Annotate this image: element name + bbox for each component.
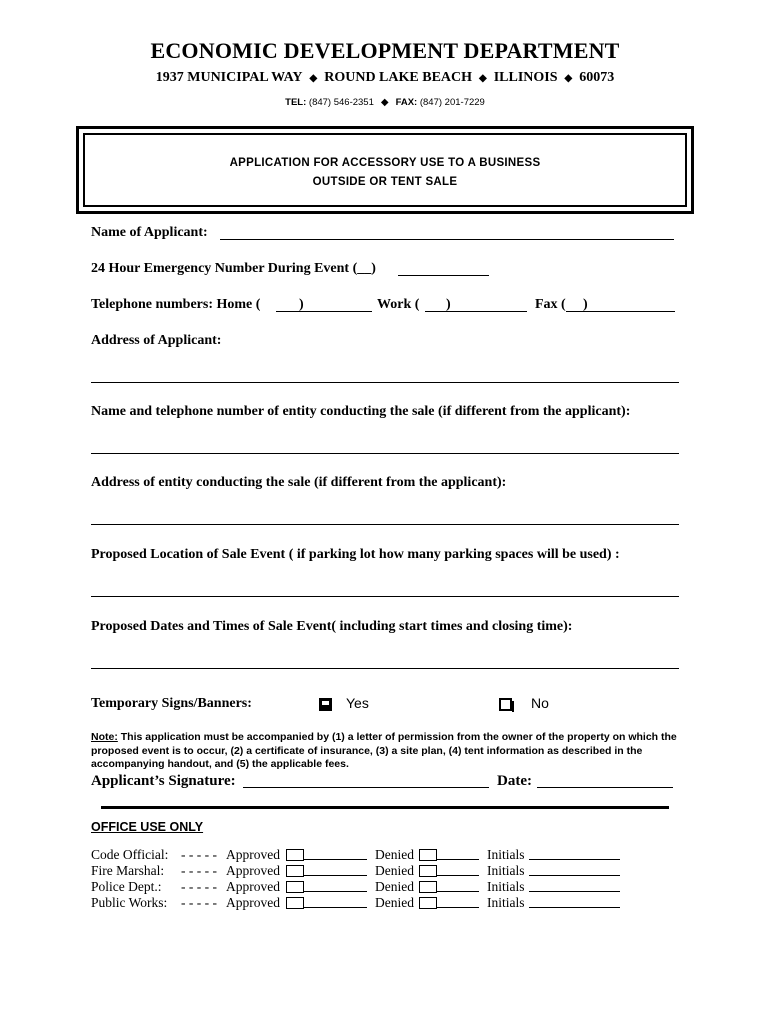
name-of-applicant-label: Name of Applicant: bbox=[91, 225, 208, 240]
tel-number: (847) 546-2351 bbox=[308, 97, 374, 108]
signature-field[interactable] bbox=[243, 787, 489, 788]
yes-checkbox-checked-icon[interactable] bbox=[319, 698, 332, 711]
approved-label: Approved bbox=[226, 847, 280, 862]
initials-line[interactable] bbox=[529, 847, 620, 860]
denied-line[interactable] bbox=[437, 863, 479, 876]
entity-address-field[interactable] bbox=[91, 524, 679, 525]
work-label: Work ( bbox=[377, 297, 420, 312]
work-phone-field[interactable] bbox=[425, 311, 527, 312]
approved-label: Approved bbox=[226, 879, 280, 894]
approved-label: Approved bbox=[226, 863, 280, 878]
denied-label: Denied bbox=[375, 863, 414, 878]
address-of-applicant-field[interactable] bbox=[91, 382, 679, 383]
row-dashes: - - - - - bbox=[181, 879, 217, 894]
row-dashes: - - - - - bbox=[181, 847, 217, 862]
denied-checkbox[interactable] bbox=[419, 897, 437, 909]
entity-address-label: Address of entity conducting the sale (if different from the applicant): bbox=[91, 475, 507, 490]
denied-line[interactable] bbox=[437, 879, 479, 892]
approved-line[interactable] bbox=[304, 879, 367, 892]
entity-name-phone-label: Name and telephone number of entity conducting the sale (if different from the applicant): bbox=[91, 404, 631, 419]
yes-label: Yes bbox=[346, 695, 369, 711]
denied-line[interactable] bbox=[437, 895, 479, 908]
initials-label: Initials bbox=[487, 847, 525, 862]
diamond-separator-icon: ◆ bbox=[309, 73, 318, 84]
telephone-home-label: Telephone numbers: Home ( bbox=[91, 297, 261, 312]
initials-label: Initials bbox=[487, 895, 525, 910]
role-label: Police Dept.: bbox=[91, 879, 162, 894]
form-title-line2: OUTSIDE OR TENT SALE bbox=[312, 176, 458, 188]
approved-line[interactable] bbox=[304, 847, 367, 860]
initials-line[interactable] bbox=[529, 895, 620, 908]
initials-line[interactable] bbox=[529, 879, 620, 892]
home-paren-close: ) bbox=[299, 297, 304, 312]
date-field[interactable] bbox=[537, 787, 673, 788]
fax-label: FAX: bbox=[395, 97, 418, 108]
office-use-heading: OFFICE USE ONLY bbox=[91, 820, 204, 834]
role-label: Code Official: bbox=[91, 847, 169, 862]
row-dashes: - - - - - bbox=[181, 895, 217, 910]
address-street: 1937 MUNICIPAL WAY bbox=[155, 70, 303, 85]
proposed-dates-label: Proposed Dates and Times of Sale Event( including start times and closing time): bbox=[91, 619, 573, 634]
initials-label: Initials bbox=[487, 863, 525, 878]
emergency-number-field[interactable] bbox=[398, 275, 489, 276]
yes-option[interactable] bbox=[319, 695, 369, 713]
diamond-separator-icon: ◆ bbox=[479, 73, 487, 84]
no-option[interactable] bbox=[499, 695, 549, 713]
tel-label: TEL: bbox=[285, 97, 307, 108]
approved-checkbox[interactable] bbox=[286, 849, 304, 861]
approved-label: Approved bbox=[226, 895, 280, 910]
telephone-home-field[interactable] bbox=[276, 311, 372, 312]
work-paren-close: ) bbox=[446, 297, 451, 312]
address-of-applicant-label: Address of Applicant: bbox=[91, 333, 222, 348]
no-checkbox-icon[interactable] bbox=[499, 698, 512, 711]
name-of-applicant-field[interactable] bbox=[220, 239, 674, 240]
approved-checkbox[interactable] bbox=[286, 865, 304, 877]
department-address bbox=[0, 70, 770, 86]
note-text: This application must be accompanied by (1) a letter of permission from the owner of the property on which the proposed event is to occur, (2) a certificate of insurance, (3) a site plan, (4) tent information as described in the accompanying handout, and (5) the applicable fees. bbox=[91, 731, 677, 770]
contact-line bbox=[0, 97, 770, 108]
fax-paren-close: ) bbox=[583, 297, 588, 312]
form-title-line1: APPLICATION FOR ACCESSORY USE TO A BUSINESS bbox=[229, 157, 541, 169]
address-city: ROUND LAKE BEACH bbox=[324, 70, 473, 85]
denied-checkbox[interactable] bbox=[419, 849, 437, 861]
signature-label: Applicant’s Signature: bbox=[91, 773, 236, 789]
note-paragraph bbox=[91, 731, 681, 772]
proposed-location-label: Proposed Location of Sale Event ( if parking lot how many parking spaces will be used) : bbox=[91, 547, 620, 562]
role-label: Fire Marshal: bbox=[91, 863, 165, 878]
initials-line[interactable] bbox=[529, 863, 620, 876]
proposed-location-field[interactable] bbox=[91, 596, 679, 597]
approved-line[interactable] bbox=[304, 863, 367, 876]
denied-label: Denied bbox=[375, 895, 414, 910]
denied-checkbox[interactable] bbox=[419, 881, 437, 893]
department-title: ECONOMIC DEVELOPMENT DEPARTMENT bbox=[150, 38, 620, 63]
approved-checkbox[interactable] bbox=[286, 897, 304, 909]
denied-label: Denied bbox=[375, 847, 414, 862]
denied-checkbox[interactable] bbox=[419, 865, 437, 877]
diamond-separator-icon: ◆ bbox=[380, 97, 389, 108]
section-divider bbox=[101, 806, 669, 809]
fax-field-label: Fax ( bbox=[535, 297, 566, 312]
fax-number: (847) 201-7229 bbox=[419, 97, 485, 108]
note-label: Note: bbox=[91, 731, 118, 743]
temporary-signs-label: Temporary Signs/Banners: bbox=[91, 696, 252, 711]
entity-name-phone-field[interactable] bbox=[91, 453, 679, 454]
form-title-box bbox=[76, 126, 694, 214]
denied-label: Denied bbox=[375, 879, 414, 894]
row-dashes: - - - - - bbox=[181, 863, 217, 878]
diamond-separator-icon: ◆ bbox=[564, 73, 573, 84]
address-zip: 60073 bbox=[579, 70, 615, 85]
role-label: Public Works: bbox=[91, 895, 168, 910]
initials-label: Initials bbox=[487, 879, 525, 894]
no-label: No bbox=[531, 695, 549, 711]
denied-line[interactable] bbox=[437, 847, 479, 860]
approved-line[interactable] bbox=[304, 895, 367, 908]
emergency-number-label: 24 Hour Emergency Number During Event (__) bbox=[91, 261, 376, 276]
form-title bbox=[79, 154, 691, 192]
approved-checkbox[interactable] bbox=[286, 881, 304, 893]
date-label: Date: bbox=[497, 773, 532, 789]
proposed-dates-field[interactable] bbox=[91, 668, 679, 669]
address-state: ILLINOIS bbox=[493, 70, 558, 85]
